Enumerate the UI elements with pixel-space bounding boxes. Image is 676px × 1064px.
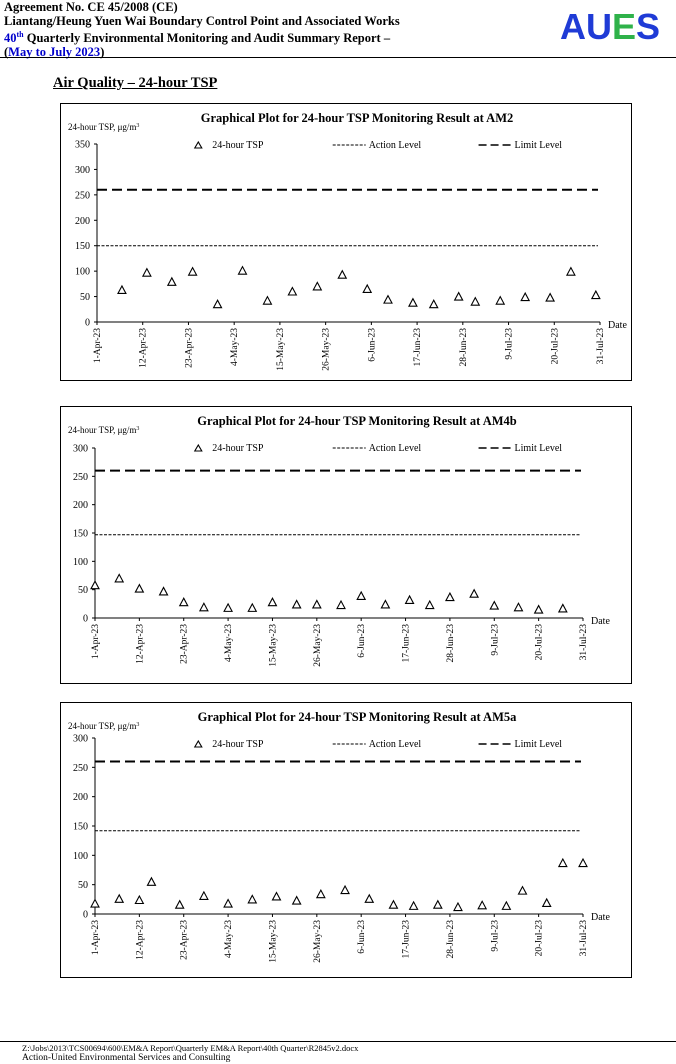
data-point bbox=[567, 268, 575, 276]
data-point bbox=[143, 269, 151, 277]
x-tick-label: 28-Jun-23 bbox=[445, 624, 456, 663]
x-tick-label: 20-Jul-23 bbox=[550, 328, 561, 365]
data-point bbox=[410, 902, 418, 910]
data-point bbox=[115, 895, 123, 903]
legend-label-tsp: 24-hour TSP bbox=[212, 443, 264, 454]
y-tick-label: 50 bbox=[78, 585, 88, 597]
data-point bbox=[293, 897, 301, 905]
y-tick-label: 200 bbox=[73, 500, 88, 512]
data-point bbox=[224, 900, 232, 908]
x-tick-label: 15-May-23 bbox=[268, 624, 279, 667]
legend-label-limit: Limit Level bbox=[514, 443, 563, 454]
x-tick-label: 4-May-23 bbox=[224, 920, 235, 958]
y-tick-label: 100 bbox=[73, 556, 88, 568]
legend-label-tsp: 24-hour TSP bbox=[212, 140, 264, 151]
y-axis-label-sup: 3 bbox=[136, 426, 140, 432]
legend-label-action: Action Level bbox=[368, 140, 422, 151]
chart-title: Graphical Plot for 24-hour TSP Monitoring Result at AM4b bbox=[197, 414, 517, 428]
agreement-number: Agreement No. CE 45/2008 (CE) bbox=[4, 0, 178, 14]
data-point bbox=[214, 300, 222, 308]
data-point bbox=[341, 886, 349, 894]
chart-panel-am2 bbox=[60, 103, 632, 381]
data-point bbox=[272, 892, 280, 900]
data-point bbox=[189, 268, 197, 276]
legend-label-tsp: 24-hour TSP bbox=[212, 739, 264, 750]
data-point bbox=[147, 878, 155, 886]
legend-marker-tsp bbox=[195, 142, 202, 148]
data-point bbox=[115, 574, 123, 582]
y-tick-label: 100 bbox=[75, 266, 90, 278]
x-tick-label: 15-May-23 bbox=[268, 920, 279, 963]
data-point bbox=[455, 293, 463, 301]
y-tick-label: 200 bbox=[75, 215, 90, 227]
data-point bbox=[490, 602, 498, 610]
data-point bbox=[313, 282, 321, 290]
x-axis-label: Date bbox=[608, 320, 627, 331]
data-point bbox=[496, 297, 504, 305]
chart-title: Graphical Plot for 24-hour TSP Monitoring Result at AM5a bbox=[197, 710, 517, 724]
x-tick-label: 1-Apr-23 bbox=[91, 624, 101, 660]
data-point bbox=[293, 600, 301, 608]
y-tick-label: 250 bbox=[75, 190, 90, 202]
y-axis-label-sup: 3 bbox=[136, 123, 140, 129]
x-tick-label: 12-Apr-23 bbox=[135, 624, 146, 664]
y-tick-label: 100 bbox=[73, 850, 88, 862]
footer-path: Z:\Jobs\2013\TCS00694\600\EM&A Report\Quarterly EM&A Report\40th Quarter\R2845v2.docx bbox=[22, 1043, 359, 1053]
x-tick-label: 12-Apr-23 bbox=[138, 328, 149, 368]
data-point bbox=[248, 604, 256, 612]
chart-svg bbox=[61, 407, 631, 683]
x-tick-label: 17-Jun-23 bbox=[401, 920, 412, 959]
x-tick-label: 20-Jul-23 bbox=[534, 624, 545, 661]
data-point bbox=[384, 296, 392, 304]
legend-marker-tsp bbox=[195, 445, 202, 451]
project-title: Liantang/Heung Yuen Wai Boundary Control Point and Associated Works bbox=[4, 13, 400, 28]
x-tick-label: 28-Jun-23 bbox=[445, 920, 456, 959]
data-point bbox=[478, 901, 486, 909]
x-tick-label: 26-May-23 bbox=[312, 624, 323, 667]
data-point bbox=[559, 859, 567, 867]
chart-panel-am4b bbox=[60, 406, 632, 684]
y-tick-label: 50 bbox=[80, 292, 90, 304]
y-tick-label: 300 bbox=[75, 164, 90, 176]
chart-svg bbox=[61, 104, 631, 380]
data-point bbox=[248, 895, 256, 903]
data-point bbox=[389, 901, 397, 909]
data-point bbox=[521, 293, 529, 301]
data-point bbox=[535, 606, 543, 614]
y-tick-label: 250 bbox=[73, 471, 88, 483]
data-point bbox=[357, 592, 365, 600]
x-tick-label: 17-Jun-23 bbox=[401, 624, 412, 663]
x-tick-label: 23-Apr-23 bbox=[184, 328, 195, 368]
chart-title: Graphical Plot for 24-hour TSP Monitoring Result at AM2 bbox=[200, 111, 514, 125]
data-point bbox=[559, 604, 567, 612]
data-point bbox=[471, 298, 479, 306]
data-point bbox=[317, 890, 325, 898]
report-period: (May to July 2023) bbox=[4, 44, 105, 59]
y-axis-label: 24-hour TSP, $\mu g/m^3$ bbox=[68, 425, 140, 435]
x-tick-label: 9-Jul-23 bbox=[504, 328, 515, 360]
x-tick-label: 20-Jul-23 bbox=[534, 920, 545, 957]
data-point bbox=[470, 590, 478, 598]
y-axis-label: 24-hour TSP, $\mu g/m^3$ bbox=[68, 721, 140, 731]
aues-logo: AUES bbox=[560, 6, 661, 47]
y-tick-label: 200 bbox=[73, 792, 88, 804]
data-point bbox=[288, 287, 296, 295]
x-tick-label: 17-Jun-23 bbox=[413, 328, 424, 367]
report-header bbox=[4, 1, 400, 59]
x-tick-label: 4-May-23 bbox=[230, 328, 241, 366]
data-point bbox=[91, 900, 99, 908]
legend-label-limit: Limit Level bbox=[514, 140, 563, 151]
y-tick-label: 150 bbox=[75, 241, 90, 253]
x-tick-label: 31-Jul-23 bbox=[579, 920, 589, 957]
x-tick-label: 1-Apr-23 bbox=[93, 328, 103, 364]
y-tick-label: 0 bbox=[85, 317, 90, 329]
data-point bbox=[519, 887, 527, 895]
data-point bbox=[454, 903, 462, 911]
data-point bbox=[160, 587, 168, 595]
chart-svg bbox=[61, 703, 631, 977]
x-tick-label: 31-Jul-23 bbox=[579, 624, 589, 661]
x-tick-label: 6-Jun-23 bbox=[367, 328, 378, 362]
x-axis-label: Date bbox=[591, 616, 610, 627]
data-point bbox=[409, 299, 417, 307]
x-axis-label: Date bbox=[591, 912, 610, 923]
x-tick-label: 9-Jul-23 bbox=[490, 624, 501, 656]
data-point bbox=[579, 859, 587, 867]
x-tick-label: 9-Jul-23 bbox=[490, 920, 501, 952]
data-point bbox=[180, 598, 188, 606]
data-point bbox=[406, 596, 414, 604]
footer-rule bbox=[0, 1041, 676, 1042]
x-tick-label: 4-May-23 bbox=[224, 624, 235, 662]
data-point bbox=[91, 581, 99, 589]
x-tick-label: 6-Jun-23 bbox=[357, 920, 368, 954]
data-point bbox=[381, 600, 389, 608]
data-point bbox=[224, 604, 232, 612]
footer-company: Action-United Environmental Services and Consulting bbox=[22, 1053, 231, 1063]
data-point bbox=[268, 598, 276, 606]
data-point bbox=[363, 285, 371, 293]
x-tick-label: 26-May-23 bbox=[312, 920, 323, 963]
data-point bbox=[118, 286, 126, 294]
data-point bbox=[430, 300, 438, 308]
x-tick-label: 31-Jul-23 bbox=[596, 328, 606, 365]
data-point bbox=[434, 901, 442, 909]
data-point bbox=[543, 899, 551, 907]
data-point bbox=[200, 892, 208, 900]
x-tick-label: 15-May-23 bbox=[275, 328, 286, 371]
data-point bbox=[502, 902, 510, 910]
data-point bbox=[338, 271, 346, 279]
x-tick-label: 12-Apr-23 bbox=[135, 920, 146, 960]
legend-label-action: Action Level bbox=[368, 739, 422, 750]
data-point bbox=[263, 297, 271, 305]
x-tick-label: 1-Apr-23 bbox=[91, 920, 101, 956]
data-point bbox=[200, 603, 208, 611]
data-point bbox=[592, 291, 600, 299]
y-tick-label: 250 bbox=[73, 762, 88, 774]
header-rule bbox=[0, 57, 676, 58]
y-tick-label: 0 bbox=[83, 613, 88, 625]
data-point bbox=[238, 267, 246, 275]
data-point bbox=[168, 278, 176, 286]
legend-label-action: Action Level bbox=[368, 443, 422, 454]
y-axis-label: 24-hour TSP, $\mu g/m^3$ bbox=[68, 122, 140, 132]
chart-panel-am5a bbox=[60, 702, 632, 978]
y-tick-label: 150 bbox=[73, 528, 88, 540]
data-point bbox=[313, 600, 321, 608]
data-point bbox=[446, 593, 454, 601]
x-tick-label: 6-Jun-23 bbox=[357, 624, 368, 658]
y-axis-label-sup: 3 bbox=[136, 722, 140, 728]
section-title: Air Quality – 24-hour TSP bbox=[53, 75, 218, 91]
y-tick-label: 350 bbox=[75, 139, 90, 151]
legend-marker-tsp bbox=[195, 741, 202, 747]
legend-label-limit: Limit Level bbox=[514, 739, 563, 750]
y-tick-label: 0 bbox=[83, 909, 88, 921]
data-point bbox=[426, 601, 434, 609]
x-tick-label: 26-May-23 bbox=[321, 328, 332, 371]
x-tick-label: 28-Jun-23 bbox=[458, 328, 469, 367]
data-point bbox=[514, 603, 522, 611]
y-tick-label: 50 bbox=[78, 880, 88, 892]
x-tick-label: 23-Apr-23 bbox=[179, 920, 190, 960]
x-tick-label: 23-Apr-23 bbox=[179, 624, 190, 664]
data-point bbox=[365, 895, 373, 903]
data-point bbox=[135, 585, 143, 593]
y-tick-label: 150 bbox=[73, 821, 88, 833]
data-point bbox=[337, 601, 345, 609]
data-point bbox=[176, 901, 184, 909]
y-tick-label: 300 bbox=[73, 443, 88, 455]
data-point bbox=[546, 294, 554, 302]
y-tick-label: 300 bbox=[73, 733, 88, 745]
report-title: 40th Quarterly Environmental Monitoring and Audit Summary Report – bbox=[4, 30, 391, 46]
data-point bbox=[135, 896, 143, 904]
